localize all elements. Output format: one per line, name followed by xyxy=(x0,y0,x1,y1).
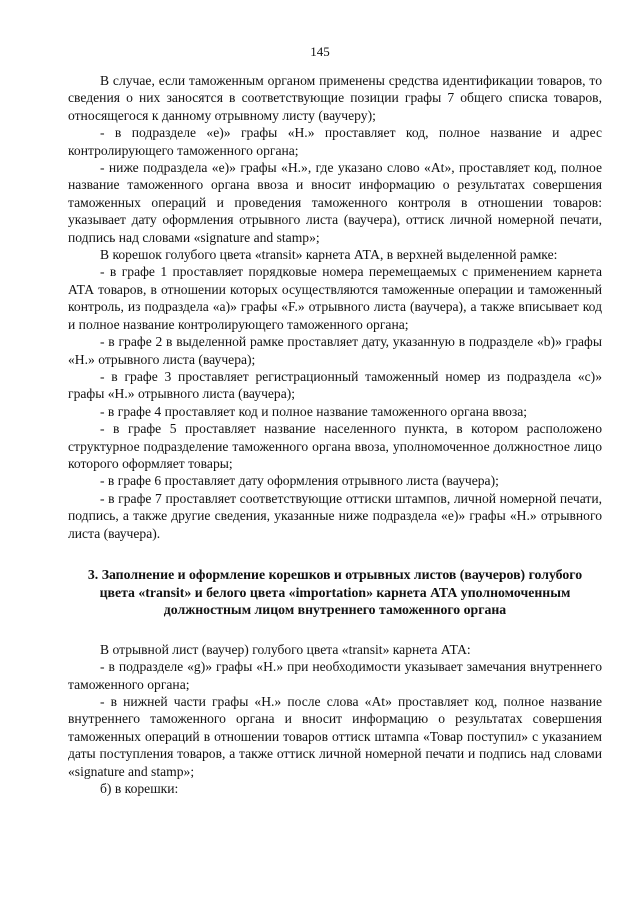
document-body xyxy=(68,72,602,797)
paragraph-box-3: - в графе 3 проставляет регистрационный таможенный номер из подраздела «c)» графы «H.» отрывного листа (ваучера); xyxy=(68,368,602,402)
page-number: 145 xyxy=(310,44,330,59)
paragraph-box-1: - в графе 1 проставляет порядковые номера перемещаемых с применением карнета АТА товаров, в отношении которых осуществляются таможенные операции и таможенный контроль, из подраздела «a)» графы «F.» отрывного листа (ваучера), а также вписывает код и полное название контролирующего таможенного органа; xyxy=(68,264,602,332)
section-filling-rules xyxy=(68,72,602,542)
paragraph-subsection-g-remarks: - в подразделе «g)» графы «H.» при необходимости указывает замечания внутреннего таможенного органа; xyxy=(68,659,602,692)
paragraph-identification-means: В случае, если таможенным органом применены средства идентификации товаров, то сведения о них заносятся в соответствующие позиции графы 7 общего списка товаров, относящегося к данному отрывному листу (ваучеру); xyxy=(68,73,602,123)
paragraph-box-6: - в графе 6 проставляет дату оформления отрывного листа (ваучера); xyxy=(100,473,499,489)
paragraph-transit-voucher-intro: В отрывной лист (ваучер) голубого цвета «transit» карнета АТА: xyxy=(100,641,471,657)
paragraph-subsection-e-controlling-authority: - в подразделе «e)» графы «H.» проставляет код, полное название и адрес контролирующего таможенного органа; xyxy=(68,125,602,158)
paragraph-box-2: - в графе 2 в выделенной рамке проставляет дату, указанную в подразделе «b)» графы «H.» отрывного листа (ваучера); xyxy=(68,334,602,367)
section-internal-authority xyxy=(68,641,602,798)
paragraph-below-subsection-e-import-authority: - ниже подраздела «e)» графы «H.», где указано слово «At», проставляет код, полное название таможенного органа ввоза и вносит информацию о результатах совершения таможенных операций и проведения таможенного контроля в отношении товаров: указывает дату оформления отрывного листа (ваучера), оттиск личной номерной печати, подпись над словами «signature and stamp»; xyxy=(68,160,602,245)
paragraph-box-4: - в графе 4 проставляет код и полное название таможенного органа ввоза; xyxy=(100,403,528,419)
paragraph-box-7: - в графе 7 проставляет соответствующие оттиски штампов, личной номерной печати, подпись, а также другие сведения, указанные ниже подраздела «e)» графы «H.» отрывного листа (ваучера). xyxy=(68,490,602,541)
paragraph-counterfoils-intro: б) в корешки: xyxy=(100,781,179,796)
section-heading: 3. Заполнение и оформление корешков и отрывных листов (ваучеров) голубого цвета «transit» и белого цвета «importation» карнета АТА уполномоченным должностным лицом внутреннего таможенного органа xyxy=(87,566,583,618)
paragraph-bottom-box-h-at: - в нижней части графы «H.» после слова «At» проставляет код, полное название внутреннего таможенного органа и вносит информацию о результатах совершения таможенных операций в отношении товаров оттиск штампа «Товар поступил» с указанием даты поступления товаров, а также оттиск личной номерной печати и подпись над словами «signature and stamp»; xyxy=(68,693,602,779)
paragraph-transit-counterfoil-intro: В корешок голубого цвета «transit» карнета АТА, в верхней выделенной рамке: xyxy=(100,247,558,263)
paragraph-box-5: - в графе 5 проставляет название населенного пункта, в котором расположено структурное подразделение таможенного органа ввоза, уполномоченное должностное лицо которого оформляет товары; xyxy=(68,421,602,471)
